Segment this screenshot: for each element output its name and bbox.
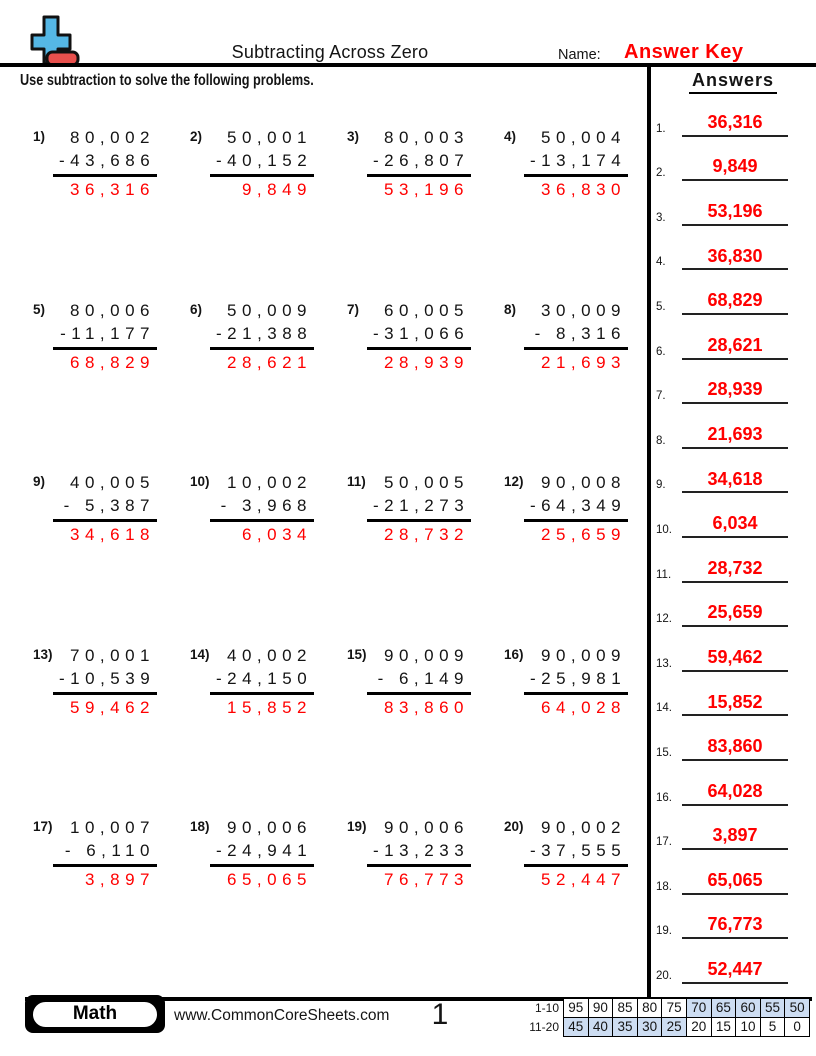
problem-block: [190, 471, 347, 644]
problem-number-label: 4): [504, 129, 517, 144]
grading-score-cell: 35: [612, 1017, 638, 1037]
subtrahend-value: -43,686: [59, 151, 156, 170]
problem-block: [347, 816, 504, 989]
problem-block: [504, 126, 661, 299]
grading-score-cell: 95: [563, 998, 589, 1018]
grading-score-cell: 10: [735, 1017, 761, 1037]
page-title: Subtracting Across Zero: [231, 42, 429, 62]
problem-numbers: [373, 471, 469, 547]
answer-value: 34,618: [682, 470, 788, 494]
answer-number-label: 5.: [656, 300, 666, 313]
answer-rule: [210, 174, 314, 177]
answer-number-label: 12.: [656, 613, 672, 626]
problem-numbers: [59, 644, 155, 720]
answers-heading: Answers: [689, 70, 777, 94]
minuend-value: 90,002: [541, 818, 626, 837]
problem-number-label: 12): [504, 474, 524, 489]
answer-value: 76,773: [682, 915, 788, 939]
subtrahend-value: -24,150: [216, 668, 313, 688]
answer-row: [656, 939, 788, 984]
grading-score-cell: 45: [563, 1017, 589, 1037]
grading-score-cell: 80: [637, 998, 663, 1018]
answer-value: 9,849: [682, 157, 788, 181]
minuend-value: 90,006: [227, 818, 312, 837]
problem-answer-value: 64,028: [541, 697, 626, 717]
problem-answer-value: 53,196: [384, 180, 469, 199]
answer-number-label: 1.: [656, 122, 666, 135]
problem-numbers: [59, 816, 155, 892]
problem-block: [33, 299, 190, 472]
problem-block: [33, 471, 190, 644]
grading-score-cell: 75: [661, 998, 687, 1018]
answer-key-text: Answer Key: [624, 41, 744, 63]
subtrahend-value: -31,066: [373, 323, 470, 343]
grading-score-cell: 30: [637, 1017, 663, 1037]
answer-number-label: 4.: [656, 256, 666, 269]
grading-score-cell: 15: [711, 1017, 737, 1037]
problem-answer-value: 36,830: [541, 180, 626, 199]
answer-rule: [367, 347, 471, 350]
answer-value: 28,621: [682, 336, 788, 360]
minuend-value: 50,001: [227, 128, 312, 147]
answers-heading-wrap: [655, 70, 811, 94]
grading-score-cell: 40: [588, 1017, 614, 1037]
grading-score-cell: 90: [588, 998, 614, 1018]
answer-number-label: 6.: [656, 345, 666, 358]
minuend-value: 30,009: [541, 300, 626, 320]
problem-block: [347, 299, 504, 472]
answer-row: [656, 493, 788, 538]
subtrahend-value: -26,807: [373, 151, 470, 170]
problem-answer-value: 83,860: [384, 697, 469, 717]
problem-numbers: [373, 816, 469, 892]
answer-rule: [367, 519, 471, 522]
grading-row: [529, 998, 810, 1018]
problem-numbers: [373, 299, 469, 375]
answer-value: 25,659: [682, 603, 788, 627]
problem-answer-value: 68,829: [70, 352, 155, 372]
problem-block: [33, 126, 190, 299]
problem-block: [190, 126, 347, 299]
answer-rule: [210, 692, 314, 695]
problem-number-label: 9): [33, 474, 46, 489]
answer-number-label: 19.: [656, 925, 672, 938]
answer-number-label: 3.: [656, 211, 666, 224]
answer-row: [656, 360, 788, 405]
answer-row: [656, 270, 788, 315]
grading-cells: [563, 1017, 810, 1037]
problem-answer-value: 21,693: [541, 352, 626, 372]
answer-row: [656, 92, 788, 137]
problem-numbers: [216, 126, 312, 202]
answer-value: 6,034: [682, 514, 788, 538]
problem-numbers: [59, 299, 155, 375]
answer-rule: [210, 864, 314, 867]
problem-answer-value: 36,316: [70, 180, 155, 199]
subtrahend-value: -40,152: [216, 151, 313, 170]
problem-numbers: [530, 126, 626, 202]
minuend-value: 40,005: [70, 473, 155, 492]
subtrahend-value: -24,941: [216, 841, 313, 860]
problem-number-label: 19): [347, 819, 367, 834]
minuend-value: 90,009: [384, 645, 469, 665]
subtrahend-value: -37,555: [530, 841, 627, 860]
problem-numbers: [530, 471, 626, 547]
minuend-value: 90,006: [384, 818, 469, 837]
grading-score-cell: 60: [735, 998, 761, 1018]
answer-value: 52,447: [682, 960, 788, 984]
grading-row: [529, 1017, 810, 1037]
answer-rule: [524, 347, 628, 350]
grading-score-cell: 70: [686, 998, 712, 1018]
minuend-value: 10,002: [227, 473, 312, 492]
minuend-value: 50,009: [227, 300, 312, 320]
answer-value: 36,830: [682, 247, 788, 271]
answer-value: 28,732: [682, 559, 788, 583]
problem-block: [190, 299, 347, 472]
problem-answer-value: 9,849: [241, 180, 312, 199]
answer-rule: [524, 692, 628, 695]
problem-block: [347, 644, 504, 817]
minuend-value: 50,004: [541, 128, 626, 147]
page-number: 1: [431, 998, 449, 1031]
minuend-value: 80,003: [384, 128, 469, 147]
problem-block: [347, 126, 504, 299]
answer-row: [656, 538, 788, 583]
problem-answer-value: 59,462: [70, 697, 155, 717]
problem-number-label: 13): [33, 646, 53, 662]
minuend-value: 50,005: [384, 473, 469, 492]
problem-numbers: [530, 816, 626, 892]
problem-number-label: 14): [190, 646, 210, 662]
answer-number-label: 11.: [656, 568, 672, 581]
answer-rule: [367, 864, 471, 867]
problem-answer-value: 15,852: [227, 697, 312, 717]
answer-row: [656, 806, 788, 851]
subtrahend-value: -13,174: [530, 151, 627, 170]
problem-answer-value: 28,939: [384, 352, 469, 372]
answer-row: [656, 716, 788, 761]
answer-value: 83,860: [682, 737, 788, 761]
problem-number-label: 5): [33, 301, 46, 317]
grading-score-cell: 5: [760, 1017, 786, 1037]
answer-value: 68,829: [682, 291, 788, 315]
answer-row: [656, 672, 788, 717]
problem-answer-value: 28,621: [227, 352, 312, 372]
problem-numbers: [59, 126, 155, 202]
problem-numbers: [59, 471, 155, 547]
answers-divider: [647, 67, 651, 997]
answer-row: [656, 583, 788, 628]
problem-answer-value: 76,773: [384, 870, 469, 889]
problem-answer-value: 65,065: [227, 870, 312, 889]
problem-number-label: 6): [190, 301, 203, 317]
subtrahend-value: -13,233: [373, 841, 470, 860]
problem-answer-value: 28,732: [384, 525, 469, 544]
subject-badge: [25, 995, 165, 1033]
problem-block: [504, 299, 661, 472]
problem-number-label: 15): [347, 646, 367, 662]
problem-number-label: 17): [33, 819, 53, 834]
answer-number-label: 17.: [656, 836, 672, 849]
grading-score-cell: 65: [711, 998, 737, 1018]
problem-block: [190, 816, 347, 989]
subtrahend-value: -10,539: [59, 668, 156, 688]
subtrahend-value: -25,981: [530, 668, 627, 688]
problem-answer-value: 3,897: [84, 870, 155, 889]
answer-row: [656, 761, 788, 806]
subtrahend-value: -21,388: [216, 323, 313, 343]
problem-block: [504, 816, 661, 989]
problem-number-label: 1): [33, 129, 46, 144]
subtrahend-value: - 3,968: [220, 496, 312, 515]
instruction-text: Use subtraction to solve the following problems.: [20, 72, 314, 89]
problem-number-label: 11): [347, 474, 366, 489]
grading-score-cell: 20: [686, 1017, 712, 1037]
problem-block: [347, 471, 504, 644]
subtrahend-value: - 5,387: [63, 496, 155, 515]
minuend-value: 10,007: [70, 818, 155, 837]
answer-row: [656, 895, 788, 940]
answer-number-label: 13.: [656, 657, 672, 670]
grading-table: [529, 998, 810, 1037]
answer-value: 53,196: [682, 202, 788, 226]
header-divider: [0, 63, 816, 67]
subject-label: Math: [72, 1003, 118, 1024]
answer-rule: [367, 692, 471, 695]
answer-value: 21,693: [682, 425, 788, 449]
minuend-value: 70,001: [70, 645, 155, 665]
grading-score-cell: 55: [760, 998, 786, 1018]
answers-list: [656, 92, 788, 984]
answer-row: [656, 137, 788, 182]
answer-value: 28,939: [682, 380, 788, 404]
problem-number-label: 16): [504, 646, 524, 662]
grading-score-cell: 25: [661, 1017, 687, 1037]
name-label: Name:: [558, 47, 601, 63]
answer-rule: [53, 519, 157, 522]
answer-rule: [53, 347, 157, 350]
answer-value: 65,065: [682, 871, 788, 895]
problem-number-label: 3): [347, 129, 360, 144]
website-url: www.CommonCoreSheets.com: [174, 1007, 390, 1024]
answer-row: [656, 449, 788, 494]
problem-answer-value: 34,618: [70, 525, 155, 544]
answer-rule: [524, 174, 628, 177]
subtrahend-value: - 6,110: [64, 841, 155, 860]
answer-number-label: 16.: [656, 791, 672, 804]
problem-number-label: 7): [347, 301, 360, 317]
problem-answer-value: 6,034: [241, 525, 312, 544]
answer-rule: [53, 692, 157, 695]
grading-cells: [563, 998, 810, 1018]
problem-number-label: 8): [504, 301, 517, 317]
grading-score-cell: 85: [612, 998, 638, 1018]
answer-row: [656, 850, 788, 895]
problem-number-label: 10): [190, 474, 210, 489]
answer-rule: [524, 519, 628, 522]
answer-number-label: 14.: [656, 702, 672, 715]
subtrahend-value: -64,349: [530, 496, 627, 515]
problem-answer-value: 52,447: [541, 870, 626, 889]
minuend-value: 80,006: [70, 300, 155, 320]
subject-badge-pill: [32, 1001, 158, 1028]
minuend-value: 90,009: [541, 645, 626, 665]
grading-score-cell: 50: [784, 998, 810, 1018]
minuend-value: 40,002: [227, 645, 312, 665]
answer-row: [656, 404, 788, 449]
subtrahend-value: - 8,316: [534, 323, 626, 343]
problem-numbers: [216, 644, 312, 720]
answer-number-label: 2.: [656, 167, 666, 180]
problem-numbers: [373, 126, 469, 202]
answer-value: 15,852: [682, 693, 788, 717]
answer-row: [656, 226, 788, 271]
problem-numbers: [373, 644, 469, 720]
problem-numbers: [530, 644, 626, 720]
problems-grid: [33, 126, 661, 989]
problem-numbers: [216, 816, 312, 892]
answer-number-label: 9.: [656, 479, 666, 492]
problem-number-label: 2): [190, 129, 203, 144]
answer-number-label: 20.: [656, 969, 672, 982]
minuend-value: 90,008: [541, 473, 626, 492]
subtrahend-value: -21,273: [373, 496, 470, 515]
subtrahend-value: -11,177: [60, 323, 155, 343]
problem-numbers: [216, 471, 312, 547]
problem-block: [33, 644, 190, 817]
problem-block: [504, 644, 661, 817]
minuend-value: 60,005: [384, 300, 469, 320]
problem-number-label: 20): [504, 819, 524, 834]
problem-number-label: 18): [190, 819, 210, 834]
answer-value: 3,897: [682, 826, 788, 850]
problem-block: [190, 644, 347, 817]
problem-block: [504, 471, 661, 644]
grading-range-label: 11-20: [529, 1020, 559, 1034]
problem-block: [33, 816, 190, 989]
answer-row: [656, 315, 788, 360]
answer-number-label: 18.: [656, 880, 672, 893]
answer-value: 64,028: [682, 782, 788, 806]
answer-number-label: 15.: [656, 746, 672, 759]
answer-rule: [367, 174, 471, 177]
answer-value: 36,316: [682, 113, 788, 137]
answer-row: [656, 181, 788, 226]
answer-number-label: 10.: [656, 523, 672, 536]
problem-answer-value: 25,659: [541, 525, 626, 544]
answer-rule: [210, 347, 314, 350]
answer-rule: [524, 864, 628, 867]
minuend-value: 80,002: [70, 128, 155, 147]
subtrahend-value: - 6,149: [377, 668, 469, 688]
problem-numbers: [216, 299, 312, 375]
grading-score-cell: 0: [784, 1017, 810, 1037]
grading-range-label: 1-10: [534, 1001, 559, 1015]
problem-numbers: [530, 299, 626, 375]
answer-rule: [53, 174, 157, 177]
answer-number-label: 7.: [656, 390, 666, 403]
answer-row: [656, 627, 788, 672]
answer-number-label: 8.: [656, 434, 666, 447]
answer-rule: [210, 519, 314, 522]
answer-rule: [53, 864, 157, 867]
plus-minus-logo-icon: [20, 11, 82, 67]
answer-value: 59,462: [682, 648, 788, 672]
